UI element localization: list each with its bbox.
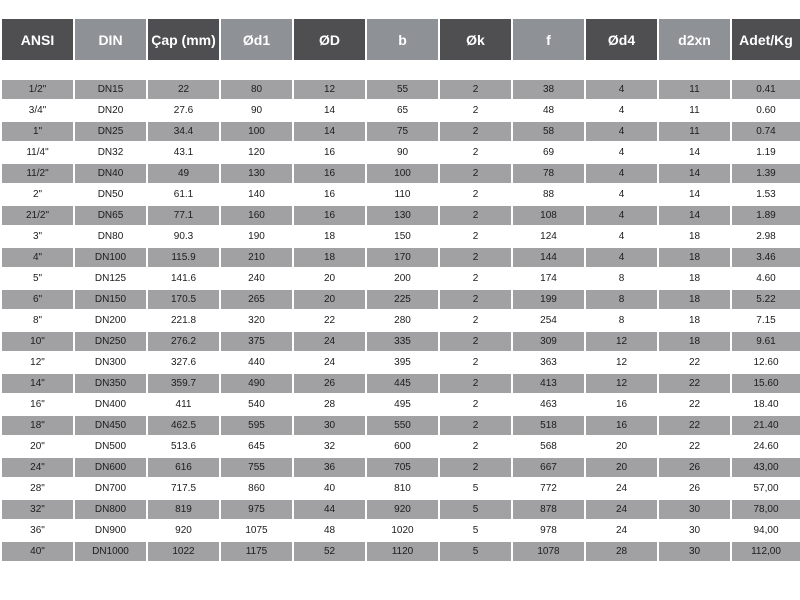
column-header: Ød1 — [221, 19, 292, 60]
table-row — [2, 457, 800, 478]
table-cell: 150 — [367, 226, 438, 247]
table-cell: 18 — [659, 331, 730, 352]
table-cell: DN100 — [75, 247, 146, 268]
table-cell: 24 — [586, 478, 657, 499]
table-cell: 18 — [659, 268, 730, 289]
table-cell: DN600 — [75, 457, 146, 478]
table-cell: 4 — [586, 121, 657, 142]
table-cell: DN80 — [75, 226, 146, 247]
table-header — [2, 19, 800, 60]
table-cell: 4 — [586, 142, 657, 163]
table-cell: 1078 — [513, 541, 584, 563]
table-cell: 667 — [513, 457, 584, 478]
table-cell: 78,00 — [732, 499, 800, 520]
table-cell: 108 — [513, 205, 584, 226]
column-header: Adet/Kg — [732, 19, 800, 60]
table-cell: DN900 — [75, 520, 146, 541]
table-cell: 411 — [148, 394, 219, 415]
table-cell: 8 — [586, 310, 657, 331]
table-cell: DN40 — [75, 163, 146, 184]
table-cell: 200 — [367, 268, 438, 289]
table-row — [2, 520, 800, 541]
table-cell: 110 — [367, 184, 438, 205]
table-cell: 240 — [221, 268, 292, 289]
table-cell: 2 — [440, 79, 511, 100]
table-row — [2, 121, 800, 142]
table-cell: DN700 — [75, 478, 146, 499]
table-cell: 26 — [659, 457, 730, 478]
table-cell: 40" — [2, 541, 73, 563]
table-cell: 210 — [221, 247, 292, 268]
table-row — [2, 331, 800, 352]
table-cell: 22 — [148, 79, 219, 100]
table-cell: 11/4" — [2, 142, 73, 163]
table-cell: 3" — [2, 226, 73, 247]
table-cell: 755 — [221, 457, 292, 478]
table-cell: 2 — [440, 247, 511, 268]
table-cell: 2.98 — [732, 226, 800, 247]
table-cell: 490 — [221, 373, 292, 394]
table-cell: 28" — [2, 478, 73, 499]
table-cell: DN300 — [75, 352, 146, 373]
table-cell: 141.6 — [148, 268, 219, 289]
flange-dimensions-table — [0, 19, 800, 563]
table-cell: 43,00 — [732, 457, 800, 478]
table-cell: 16 — [294, 205, 365, 226]
table-cell: 52 — [294, 541, 365, 563]
table-cell: 24 — [586, 499, 657, 520]
table-cell: 4.60 — [732, 268, 800, 289]
table-cell: DN25 — [75, 121, 146, 142]
header-spacer — [2, 60, 800, 79]
table-cell: DN15 — [75, 79, 146, 100]
table-cell: 22 — [659, 436, 730, 457]
table-cell: 160 — [221, 205, 292, 226]
table-cell: 2 — [440, 331, 511, 352]
table-cell: DN50 — [75, 184, 146, 205]
table-cell: 1/2" — [2, 79, 73, 100]
table-cell: 12.60 — [732, 352, 800, 373]
table-cell: 2 — [440, 226, 511, 247]
table-cell: 810 — [367, 478, 438, 499]
table-cell: 1.19 — [732, 142, 800, 163]
table-cell: 513.6 — [148, 436, 219, 457]
table-cell: 75 — [367, 121, 438, 142]
table-cell: 9.61 — [732, 331, 800, 352]
table-cell: 5 — [440, 478, 511, 499]
table-cell: 170 — [367, 247, 438, 268]
table-cell: 90.3 — [148, 226, 219, 247]
table-cell: 144 — [513, 247, 584, 268]
table-row — [2, 79, 800, 100]
table-cell: 18 — [294, 247, 365, 268]
table-cell: 463 — [513, 394, 584, 415]
table-cell: 49 — [148, 163, 219, 184]
table-cell: 363 — [513, 352, 584, 373]
table-cell: 57,00 — [732, 478, 800, 499]
table-cell: 4 — [586, 205, 657, 226]
table-cell: 22 — [659, 373, 730, 394]
table-cell: 124 — [513, 226, 584, 247]
table-row — [2, 226, 800, 247]
table-cell: 21.40 — [732, 415, 800, 436]
table-cell: 14 — [294, 121, 365, 142]
table-cell: 375 — [221, 331, 292, 352]
table-cell: 254 — [513, 310, 584, 331]
table-cell: 30 — [659, 541, 730, 563]
table-row — [2, 436, 800, 457]
table-cell: 12 — [586, 352, 657, 373]
table-body — [2, 60, 800, 563]
table-cell: 11 — [659, 121, 730, 142]
table-cell: 3/4" — [2, 100, 73, 121]
table-cell: 717.5 — [148, 478, 219, 499]
table-cell: 1120 — [367, 541, 438, 563]
table-cell: 2 — [440, 289, 511, 310]
table-cell: 112,00 — [732, 541, 800, 563]
table-cell: 11 — [659, 100, 730, 121]
table-cell: 14 — [659, 163, 730, 184]
table-cell: 16" — [2, 394, 73, 415]
table-cell: 26 — [294, 373, 365, 394]
table-cell: DN65 — [75, 205, 146, 226]
column-header: b — [367, 19, 438, 60]
table-cell: 115.9 — [148, 247, 219, 268]
table-cell: 276.2 — [148, 331, 219, 352]
table-cell: 100 — [367, 163, 438, 184]
table-cell: 5 — [440, 520, 511, 541]
table-cell: 90 — [367, 142, 438, 163]
table-cell: 14 — [294, 100, 365, 121]
table-cell: 2 — [440, 394, 511, 415]
table-cell: 445 — [367, 373, 438, 394]
table-cell: DN450 — [75, 415, 146, 436]
table-cell: 2 — [440, 436, 511, 457]
table-cell: DN350 — [75, 373, 146, 394]
table-row — [2, 268, 800, 289]
table-cell: 2 — [440, 205, 511, 226]
table-cell: 4 — [586, 163, 657, 184]
table-cell: DN32 — [75, 142, 146, 163]
table-row — [2, 247, 800, 268]
column-header: ØD — [294, 19, 365, 60]
table-cell: 413 — [513, 373, 584, 394]
table-cell: 265 — [221, 289, 292, 310]
table-cell: 18 — [659, 247, 730, 268]
table-row — [2, 100, 800, 121]
table-cell: 22 — [659, 352, 730, 373]
table-cell: 1.53 — [732, 184, 800, 205]
table-cell: 6" — [2, 289, 73, 310]
table-cell: 5 — [440, 541, 511, 563]
table-cell: 130 — [221, 163, 292, 184]
table-cell: 600 — [367, 436, 438, 457]
table-cell: 920 — [367, 499, 438, 520]
table-cell: 14 — [659, 184, 730, 205]
table-cell: 16 — [586, 415, 657, 436]
table-cell: 540 — [221, 394, 292, 415]
table-cell: 2 — [440, 373, 511, 394]
table-cell: 2 — [440, 310, 511, 331]
table-cell: 174 — [513, 268, 584, 289]
table-cell: 12 — [294, 79, 365, 100]
table-cell: 30 — [659, 499, 730, 520]
table-cell: 78 — [513, 163, 584, 184]
table-cell: 130 — [367, 205, 438, 226]
table-cell: 36" — [2, 520, 73, 541]
table-cell: 32" — [2, 499, 73, 520]
table-cell: 77.1 — [148, 205, 219, 226]
table-cell: 4 — [586, 184, 657, 205]
table-cell: 4 — [586, 79, 657, 100]
table-cell: 44 — [294, 499, 365, 520]
table-cell: 645 — [221, 436, 292, 457]
table-cell: 12 — [586, 331, 657, 352]
table-cell: 20 — [586, 436, 657, 457]
table-cell: 24 — [294, 352, 365, 373]
table-cell: 43.1 — [148, 142, 219, 163]
table-cell: 1.89 — [732, 205, 800, 226]
table-cell: 8 — [586, 289, 657, 310]
table-cell: 48 — [294, 520, 365, 541]
table-cell: 595 — [221, 415, 292, 436]
table-cell: 920 — [148, 520, 219, 541]
table-cell: 1075 — [221, 520, 292, 541]
table-cell: 359.7 — [148, 373, 219, 394]
table-cell: 772 — [513, 478, 584, 499]
column-header: ANSI — [2, 19, 73, 60]
table-cell: 65 — [367, 100, 438, 121]
table-cell: 16 — [294, 163, 365, 184]
table-cell: 705 — [367, 457, 438, 478]
table-cell: 309 — [513, 331, 584, 352]
table-cell: 20 — [294, 289, 365, 310]
table-cell: 10" — [2, 331, 73, 352]
table-cell: 28 — [294, 394, 365, 415]
table-cell: 1.39 — [732, 163, 800, 184]
table-cell: 30 — [294, 415, 365, 436]
table-cell: 40 — [294, 478, 365, 499]
table-cell: 2 — [440, 184, 511, 205]
table-row — [2, 142, 800, 163]
table-cell: 94,00 — [732, 520, 800, 541]
table-cell: 48 — [513, 100, 584, 121]
table-row — [2, 310, 800, 331]
table-cell: 16 — [586, 394, 657, 415]
table-cell: 120 — [221, 142, 292, 163]
table-cell: DN250 — [75, 331, 146, 352]
table-cell: 170.5 — [148, 289, 219, 310]
table-cell: 14 — [659, 142, 730, 163]
table-cell: 2 — [440, 163, 511, 184]
table-cell: 4 — [586, 100, 657, 121]
table-row — [2, 541, 800, 563]
column-header: Øk — [440, 19, 511, 60]
table-cell: 36 — [294, 457, 365, 478]
table-cell: 30 — [659, 520, 730, 541]
table-row — [2, 499, 800, 520]
table-cell: 24 — [294, 331, 365, 352]
table-cell: 18 — [659, 289, 730, 310]
table-cell: 20 — [294, 268, 365, 289]
table-cell: 440 — [221, 352, 292, 373]
table-cell: 12 — [586, 373, 657, 394]
table-cell: 5" — [2, 268, 73, 289]
table-cell: 11/2" — [2, 163, 73, 184]
table-cell: 90 — [221, 100, 292, 121]
table-cell: 225 — [367, 289, 438, 310]
table-cell: 22 — [294, 310, 365, 331]
column-header: Ød4 — [586, 19, 657, 60]
table-cell: 280 — [367, 310, 438, 331]
table-row — [2, 163, 800, 184]
table-cell: 335 — [367, 331, 438, 352]
table-row — [2, 373, 800, 394]
table-cell: 21/2" — [2, 205, 73, 226]
column-header: d2xn — [659, 19, 730, 60]
table-row — [2, 205, 800, 226]
table-row — [2, 415, 800, 436]
table-cell: 878 — [513, 499, 584, 520]
table-row — [2, 394, 800, 415]
table-cell: 8 — [586, 268, 657, 289]
table-cell: 8" — [2, 310, 73, 331]
table-cell: 80 — [221, 79, 292, 100]
table-cell: 1" — [2, 121, 73, 142]
table-cell: 140 — [221, 184, 292, 205]
table-cell: 199 — [513, 289, 584, 310]
table-cell: DN800 — [75, 499, 146, 520]
table-cell: 69 — [513, 142, 584, 163]
table-cell: 14" — [2, 373, 73, 394]
table-cell: 12" — [2, 352, 73, 373]
table-cell: 819 — [148, 499, 219, 520]
table-cell: 2 — [440, 457, 511, 478]
table-cell: 4 — [586, 226, 657, 247]
table-cell: 190 — [221, 226, 292, 247]
table-cell: 2" — [2, 184, 73, 205]
table-cell: 15.60 — [732, 373, 800, 394]
table-cell: 550 — [367, 415, 438, 436]
table-cell: 1020 — [367, 520, 438, 541]
table-cell: 462.5 — [148, 415, 219, 436]
table-cell: 58 — [513, 121, 584, 142]
table-cell: DN20 — [75, 100, 146, 121]
table-cell: 2 — [440, 142, 511, 163]
table-cell: 2 — [440, 268, 511, 289]
table-cell: DN400 — [75, 394, 146, 415]
table-cell: 55 — [367, 79, 438, 100]
table-cell: 34.4 — [148, 121, 219, 142]
table-cell: 18 — [659, 226, 730, 247]
table-cell: 327.6 — [148, 352, 219, 373]
table-cell: 100 — [221, 121, 292, 142]
column-header: DIN — [75, 19, 146, 60]
table-cell: 495 — [367, 394, 438, 415]
table-cell: 0.41 — [732, 79, 800, 100]
table-cell: 24" — [2, 457, 73, 478]
column-header: Çap (mm) — [148, 19, 219, 60]
table-cell: 975 — [221, 499, 292, 520]
table-cell: 978 — [513, 520, 584, 541]
table-cell: 18 — [294, 226, 365, 247]
table-cell: 2 — [440, 100, 511, 121]
table-cell: 61.1 — [148, 184, 219, 205]
table-cell: 38 — [513, 79, 584, 100]
table-cell: 16 — [294, 184, 365, 205]
table-cell: 7.15 — [732, 310, 800, 331]
table-cell: 518 — [513, 415, 584, 436]
table-cell: DN500 — [75, 436, 146, 457]
table-cell: DN1000 — [75, 541, 146, 563]
table-cell: 22 — [659, 415, 730, 436]
table-cell: 0.60 — [732, 100, 800, 121]
table-cell: 568 — [513, 436, 584, 457]
table-cell: DN200 — [75, 310, 146, 331]
table-cell: 11 — [659, 79, 730, 100]
table-row — [2, 352, 800, 373]
table-cell: 2 — [440, 121, 511, 142]
table-cell: 88 — [513, 184, 584, 205]
table-cell: 1175 — [221, 541, 292, 563]
table-cell: 0.74 — [732, 121, 800, 142]
table-row — [2, 289, 800, 310]
table-cell: 5 — [440, 499, 511, 520]
table-cell: 18.40 — [732, 394, 800, 415]
table-row — [2, 184, 800, 205]
table-cell: 26 — [659, 478, 730, 499]
table-row — [2, 478, 800, 499]
table-cell: 18" — [2, 415, 73, 436]
table-cell: 2 — [440, 352, 511, 373]
table-cell: 22 — [659, 394, 730, 415]
table-cell: 28 — [586, 541, 657, 563]
table-cell: DN125 — [75, 268, 146, 289]
table-cell: 3.46 — [732, 247, 800, 268]
table-cell: 5.22 — [732, 289, 800, 310]
table-cell: DN150 — [75, 289, 146, 310]
table-cell: 24.60 — [732, 436, 800, 457]
table-cell: 20 — [586, 457, 657, 478]
header-row — [2, 19, 800, 60]
table-cell: 4 — [586, 247, 657, 268]
column-header: f — [513, 19, 584, 60]
table-cell: 16 — [294, 142, 365, 163]
table-cell: 20" — [2, 436, 73, 457]
table-cell: 14 — [659, 205, 730, 226]
table-cell: 2 — [440, 415, 511, 436]
table-cell: 18 — [659, 310, 730, 331]
table-cell: 320 — [221, 310, 292, 331]
table-cell: 221.8 — [148, 310, 219, 331]
table-cell: 4" — [2, 247, 73, 268]
table-cell: 395 — [367, 352, 438, 373]
table-cell: 32 — [294, 436, 365, 457]
table-cell: 616 — [148, 457, 219, 478]
table-cell: 27.6 — [148, 100, 219, 121]
table-cell: 860 — [221, 478, 292, 499]
table-cell: 24 — [586, 520, 657, 541]
table-cell: 1022 — [148, 541, 219, 563]
